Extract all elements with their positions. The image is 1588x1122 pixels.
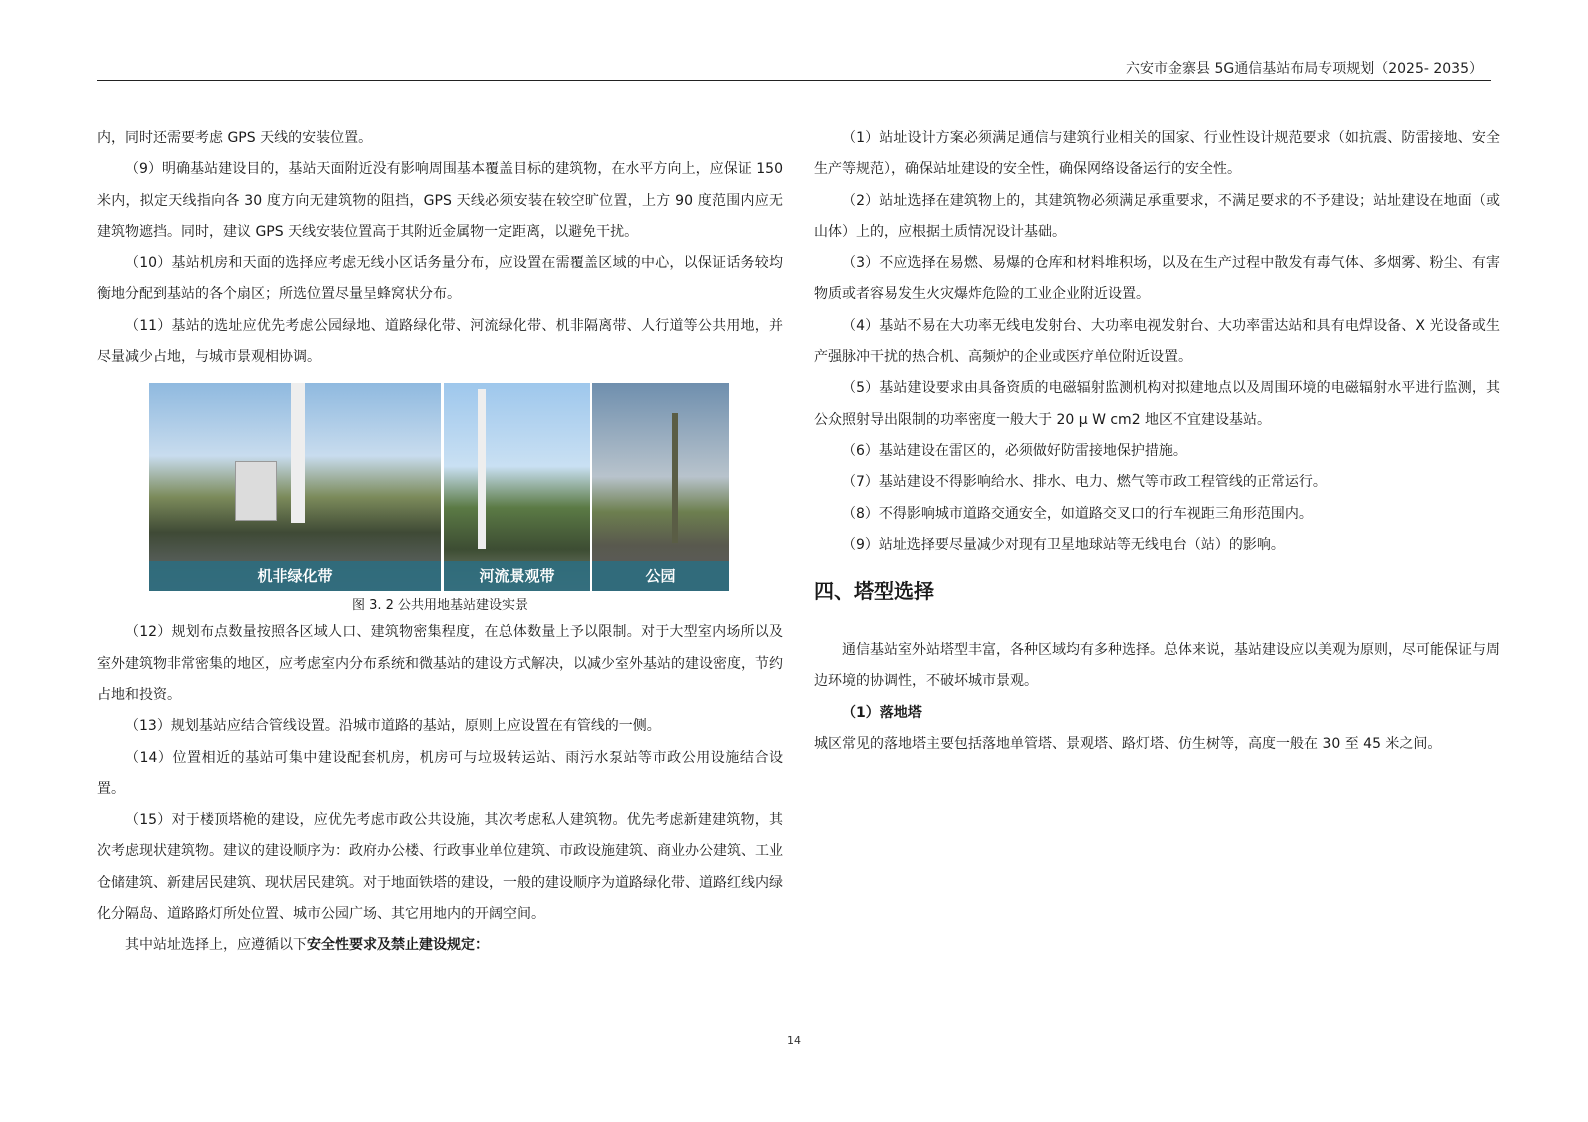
photo-label: 机非绿化带 bbox=[149, 561, 441, 591]
paragraph: （5）基站建设要求由具备资质的电磁辐射监测机构对拟建地点以及周围环境的电磁辐射水平进行监测，其公众照射导出限制的功率密度一般大于 20 μ W cm2 地区不宜建设基站。 bbox=[814, 380, 1500, 428]
left-column bbox=[97, 123, 783, 962]
subsection-heading: （1）落地塔 bbox=[842, 704, 922, 721]
figure-caption: 图 3. 2 公共用地基站建设实景 bbox=[351, 598, 529, 614]
paragraph: （7）基站建设不得影响给水、排水、电力、燃气等市政工程管线的正常运行。 bbox=[842, 474, 1327, 491]
photo-park bbox=[592, 383, 729, 591]
section-heading: 四、塔型选择 bbox=[814, 579, 934, 604]
paragraph: （11）基站的选址应优先考虑公园绿地、道路绿化带、河流绿化带、机非隔离带、人行道等公共用地，并尽量减少占地，与城市景观相协调。 bbox=[97, 317, 783, 366]
paragraph: （3）不应选择在易燃、易爆的仓库和材料堆积场，以及在生产过程中散发有毒气体、多烟雾、粉尘、有害物质或者容易发生火灾爆炸危险的工业企业附近设置。 bbox=[814, 255, 1500, 303]
paragraph: （15）对于楼顶塔桅的建设，应优先考虑市政公共设施，其次考虑私人建筑物。优先考虑新建建筑物，其次考虑现状建筑物。建议的建设顺序为：政府办公楼、行政事业单位建筑、市政设施建筑、商业办公建筑、工业仓储建筑、新建居民建筑、现状居民建筑。对于地面铁塔的建设，一般的建设顺序为道路绿化带、道路红线内绿化分隔岛、道路路灯所处位置、城市公园广场、其它用地内的开阔空间。 bbox=[97, 812, 783, 923]
paragraph: 城区常见的落地塔主要包括落地单管塔、景观塔、路灯塔、仿生树等，高度一般在 30 至 45 米之间。 bbox=[814, 736, 1442, 753]
right-column bbox=[814, 123, 1500, 760]
paragraph: （6）基站建设在雷区的，必须做好防雷接地保护措施。 bbox=[842, 442, 1187, 459]
paragraph bbox=[97, 930, 783, 961]
document-title: 六安市金寨县 5G通信基站布局专项规划（2025- 2035） bbox=[1126, 61, 1483, 77]
paragraph: （14）位置相近的基站可集中建设配套机房，机房可与垃圾转运站、雨污水泵站等市政公用设施结合设置。 bbox=[97, 749, 783, 797]
paragraph: （1）站址设计方案必须满足通信与建筑行业相关的国家、行业性设计规范要求（如抗震、防雷接地、安全生产等规范），确保站址建设的安全性，确保网络设备运行的安全性。 bbox=[814, 130, 1500, 178]
photo-green-belt bbox=[149, 383, 441, 591]
paragraph: 通信基站室外站塔型丰富，各种区域均有多种选择。总体来说，基站建设应以美观为原则，尽可能保证与周边环境的协调性，不破坏城市景观。 bbox=[814, 642, 1500, 690]
emphasis-text: 安全性要求及禁止建设规定： bbox=[307, 937, 489, 954]
paragraph: （9）站址选择要尽量减少对现有卫星地球站等无线电台（站）的影响。 bbox=[842, 536, 1285, 553]
page-header bbox=[97, 56, 1491, 81]
paragraph: （2）站址选择在建筑物上的，其建筑物必须满足承重要求，不满足要求的不予建设；站址建设在地面（或山体）上的，应根据土质情况设计基础。 bbox=[814, 192, 1500, 240]
page-number: 14 bbox=[787, 1034, 801, 1047]
paragraph: （8）不得影响城市道路交通安全，如道路交叉口的行车视距三角形范围内。 bbox=[842, 505, 1313, 522]
paragraph: （4）基站不易在大功率无线电发射台、大功率电视发射台、大功率雷达站和具有电焊设备、X 光设备或生产强脉冲干扰的热合机、高频炉的企业或医疗单位附近设置。 bbox=[814, 317, 1500, 366]
photo-label: 公园 bbox=[592, 561, 729, 591]
photo-river-landscape bbox=[444, 383, 590, 591]
figure-photos bbox=[97, 383, 783, 591]
paragraph: （9）明确基站建设目的，基站天面附近没有影响周围基本覆盖目标的建筑物，在水平方向上，应保证 150 米内，拟定天线指向各 30 度方向无建筑物的阻挡，GPS 天线必须安装在较空旷位置，上方 90 度范围内应无建筑物遮挡。同时，建议 GPS 天线安装位置高于其附近金属物一定距离，以避免干扰。 bbox=[97, 161, 783, 240]
photo-label: 河流景观带 bbox=[444, 561, 590, 591]
paragraph-text: 其中站址选择上，应遵循以下 bbox=[125, 937, 307, 954]
paragraph: （10）基站机房和天面的选择应考虑无线小区话务量分布，应设置在需覆盖区域的中心，以保证话务较均衡地分配到基站的各个扇区；所选位置尽量呈蜂窝状分布。 bbox=[97, 255, 783, 303]
paragraph: （13）规划基站应结合管线设置。沿城市道路的基站，原则上应设置在有管线的一侧。 bbox=[125, 718, 661, 735]
paragraph: 内，同时还需要考虑 GPS 天线的安装位置。 bbox=[97, 130, 373, 146]
paragraph: （12）规划布点数量按照各区域人口、建筑物密集程度，在总体数量上予以限制。对于大型室内场所以及室外建筑物非常密集的地区，应考虑室内分布系统和微基站的建设方式解决，以减少室外基站的建设密度，节约占地和投资。 bbox=[97, 624, 783, 703]
